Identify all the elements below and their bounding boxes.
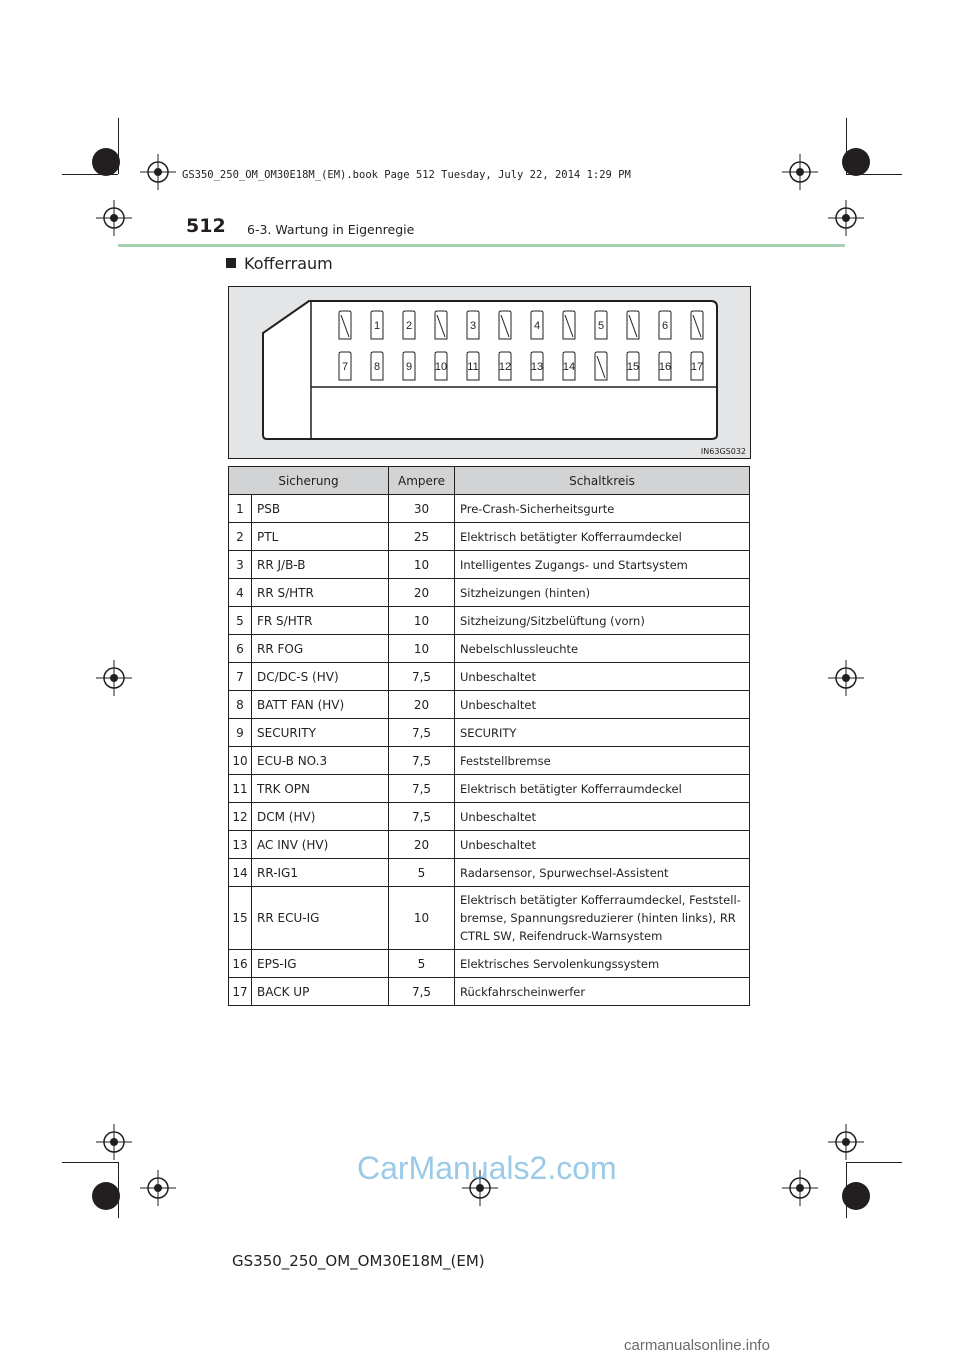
empty-fuse-slot	[435, 311, 447, 339]
fuse-circuit: Unbeschaltet	[455, 831, 750, 859]
fuse-slot-label: 9	[405, 361, 413, 373]
print-info: GS350_250_OM_OM30E18M_(EM).book Page 512 Tuesday, July 22, 2014 1:29 PM	[182, 169, 631, 181]
registration-mark-icon	[782, 1170, 818, 1206]
trim-line	[62, 174, 118, 175]
fuse-name: SECURITY	[252, 719, 389, 747]
fuse-table	[228, 466, 750, 1006]
table-row	[229, 859, 750, 887]
figure-code: IN63GS032	[700, 447, 746, 456]
fuse-slot-label: 5	[597, 320, 605, 332]
trim-line	[118, 118, 119, 174]
fuse-ampere: 5	[389, 950, 455, 978]
fuse-ampere: 7,5	[389, 803, 455, 831]
fuse-slot	[403, 352, 415, 380]
fuse-box-illustration	[229, 287, 750, 458]
page-number: 512	[186, 215, 226, 237]
registration-mark-icon	[782, 154, 818, 190]
fuse-ampere: 7,5	[389, 663, 455, 691]
registration-mark-icon	[140, 1170, 176, 1206]
table-row	[229, 775, 750, 803]
fuse-ampere: 20	[389, 691, 455, 719]
fuse-ampere: 7,5	[389, 747, 455, 775]
header-rule	[118, 244, 845, 247]
trim-line	[846, 1162, 902, 1163]
fuse-slot	[499, 352, 511, 380]
fuse-slot-label: 3	[469, 320, 477, 332]
fuse-number: 13	[229, 831, 252, 859]
fuse-circuit: Unbeschaltet	[455, 663, 750, 691]
fuse-slot-label: 8	[373, 361, 381, 373]
fuse-ampere: 25	[389, 523, 455, 551]
table-row	[229, 607, 750, 635]
table-row	[229, 887, 750, 950]
watermark: CarManuals2.com	[357, 1150, 617, 1186]
empty-fuse-slot	[339, 311, 351, 339]
fuse-name: FR S/HTR	[252, 607, 389, 635]
fuse-number: 3	[229, 551, 252, 579]
fuse-name: RR S/HTR	[252, 579, 389, 607]
fuse-number: 6	[229, 635, 252, 663]
fuse-slot	[467, 352, 479, 380]
fuse-name: PSB	[252, 495, 389, 523]
fuse-name: BATT FAN (HV)	[252, 691, 389, 719]
fuse-number: 17	[229, 978, 252, 1006]
empty-fuse-slot	[563, 311, 575, 339]
fuse-number: 12	[229, 803, 252, 831]
table-row	[229, 747, 750, 775]
fuse-slot	[531, 352, 543, 380]
fuse-name: ECU-B NO.3	[252, 747, 389, 775]
fuse-circuit: Elektrisch betätigter Kofferraumdeckel, Feststell-bremse, Spannungsreduzierer (hinten links), RR CTRL SW, Reifendruck-Warnsystem	[455, 887, 750, 950]
fuse-name: EPS-IG	[252, 950, 389, 978]
subheading-text: Kofferraum	[244, 254, 333, 273]
table-row	[229, 635, 750, 663]
header-ampere: Ampere	[389, 467, 455, 495]
table-row	[229, 803, 750, 831]
fuse-slot-label: 13	[530, 361, 544, 373]
table-row	[229, 523, 750, 551]
fuse-ampere: 7,5	[389, 978, 455, 1006]
fuse-circuit: Elektrisches Servolenkungssystem	[455, 950, 750, 978]
trim-line	[846, 118, 847, 174]
fuse-slot-label: 1	[373, 320, 381, 332]
registration-mark-icon	[828, 1124, 864, 1160]
header-fuse: Sicherung	[229, 467, 389, 495]
fuse-slot	[659, 311, 671, 339]
registration-mark-icon	[828, 660, 864, 696]
fuse-number: 2	[229, 523, 252, 551]
fuse-slot-label: 6	[661, 320, 669, 332]
empty-fuse-slot	[627, 311, 639, 339]
square-bullet-icon	[226, 258, 236, 268]
fuse-name: DCM (HV)	[252, 803, 389, 831]
fuse-circuit: Rückfahrscheinwerfer	[455, 978, 750, 1006]
fuse-circuit: Pre-Crash-Sicherheitsgurte	[455, 495, 750, 523]
fuse-name: PTL	[252, 523, 389, 551]
fuse-slot-label: 7	[341, 361, 349, 373]
fuse-slot-label: 16	[658, 361, 672, 373]
fuse-name: RR J/B-B	[252, 551, 389, 579]
fuse-slot-label: 2	[405, 320, 413, 332]
fuse-circuit: Elektrisch betätigter Kofferraumdeckel	[455, 523, 750, 551]
fuse-name: AC INV (HV)	[252, 831, 389, 859]
fuse-slot	[371, 352, 383, 380]
fuse-ampere: 5	[389, 859, 455, 887]
fuse-ampere: 10	[389, 607, 455, 635]
fuse-circuit: Sitzheizung/Sitzbelüftung (vorn)	[455, 607, 750, 635]
registration-mark-icon	[96, 200, 132, 236]
fuse-slot	[435, 352, 447, 380]
fuse-ampere: 20	[389, 579, 455, 607]
fuse-slot	[659, 352, 671, 380]
section-title: 6-3. Wartung in Eigenregie	[247, 222, 415, 237]
header-circuit: Schaltkreis	[455, 467, 750, 495]
fuse-number: 8	[229, 691, 252, 719]
print-dot-icon	[92, 148, 120, 176]
fuse-name: BACK UP	[252, 978, 389, 1006]
fuse-slot	[403, 311, 415, 339]
fuse-box-diagram	[228, 286, 751, 459]
fuse-name: RR ECU-IG	[252, 887, 389, 950]
fuse-ampere: 7,5	[389, 719, 455, 747]
fuse-slot	[627, 352, 639, 380]
table-row	[229, 831, 750, 859]
fuse-circuit: Nebelschlussleuchte	[455, 635, 750, 663]
fuse-number: 10	[229, 747, 252, 775]
fuse-circuit: Sitzheizungen (hinten)	[455, 579, 750, 607]
table-row	[229, 579, 750, 607]
fuse-ampere: 20	[389, 831, 455, 859]
subheading	[226, 254, 333, 273]
fuse-circuit: Unbeschaltet	[455, 803, 750, 831]
table-row	[229, 495, 750, 523]
fuse-ampere: 10	[389, 635, 455, 663]
registration-mark-icon	[96, 1124, 132, 1160]
fuse-number: 16	[229, 950, 252, 978]
fuse-slot	[595, 311, 607, 339]
fuse-circuit: Elektrisch betätigter Kofferraumdeckel	[455, 775, 750, 803]
fuse-slot	[563, 352, 575, 380]
fuse-number: 4	[229, 579, 252, 607]
print-dot-icon	[92, 1182, 120, 1210]
fuse-slot	[339, 352, 351, 380]
table-row	[229, 950, 750, 978]
fuse-number: 5	[229, 607, 252, 635]
table-row	[229, 551, 750, 579]
registration-mark-icon	[140, 154, 176, 190]
fuse-circuit: Intelligentes Zugangs- und Startsystem	[455, 551, 750, 579]
table-row	[229, 663, 750, 691]
fuse-slot-label: 10	[434, 361, 448, 373]
fuse-slot-label: 4	[533, 320, 541, 332]
corner-watermark: carmanualsonline.info	[624, 1337, 770, 1354]
fuse-name: RR-IG1	[252, 859, 389, 887]
table-row	[229, 978, 750, 1006]
fuse-number: 7	[229, 663, 252, 691]
fuse-slot	[371, 311, 383, 339]
registration-mark-icon	[96, 660, 132, 696]
trim-line	[62, 1162, 118, 1163]
fuse-ampere: 10	[389, 551, 455, 579]
trim-line	[846, 1162, 847, 1218]
table-header-row	[229, 467, 750, 495]
fuse-ampere: 30	[389, 495, 455, 523]
fuse-slot-label: 15	[626, 361, 640, 373]
fuse-slot-label: 12	[498, 361, 512, 373]
fuse-number: 11	[229, 775, 252, 803]
fuse-number: 1	[229, 495, 252, 523]
fuse-name: RR FOG	[252, 635, 389, 663]
fuse-name: TRK OPN	[252, 775, 389, 803]
fuse-number: 9	[229, 719, 252, 747]
empty-fuse-slot	[691, 311, 703, 339]
fuse-number: 15	[229, 887, 252, 950]
fuse-circuit: Unbeschaltet	[455, 691, 750, 719]
table-row	[229, 691, 750, 719]
fuse-circuit: Feststellbremse	[455, 747, 750, 775]
fuse-slot	[467, 311, 479, 339]
footer-doc-code: GS350_250_OM_OM30E18M_(EM)	[232, 1252, 485, 1270]
fuse-slot	[531, 311, 543, 339]
fuse-ampere: 10	[389, 887, 455, 950]
trim-line	[846, 174, 902, 175]
fuse-number: 14	[229, 859, 252, 887]
fuse-slot	[691, 352, 703, 380]
fuse-name: DC/DC-S (HV)	[252, 663, 389, 691]
table-row	[229, 719, 750, 747]
empty-fuse-slot	[499, 311, 511, 339]
fuse-circuit: SECURITY	[455, 719, 750, 747]
fuse-slot-label: 14	[562, 361, 576, 373]
empty-fuse-slot	[595, 352, 607, 380]
registration-mark-icon	[828, 200, 864, 236]
trim-line	[118, 1162, 119, 1218]
fuse-slot-label: 17	[690, 361, 704, 373]
fuse-ampere: 7,5	[389, 775, 455, 803]
fuse-circuit: Radarsensor, Spurwechsel-Assistent	[455, 859, 750, 887]
fuse-slot-label: 11	[467, 361, 479, 373]
